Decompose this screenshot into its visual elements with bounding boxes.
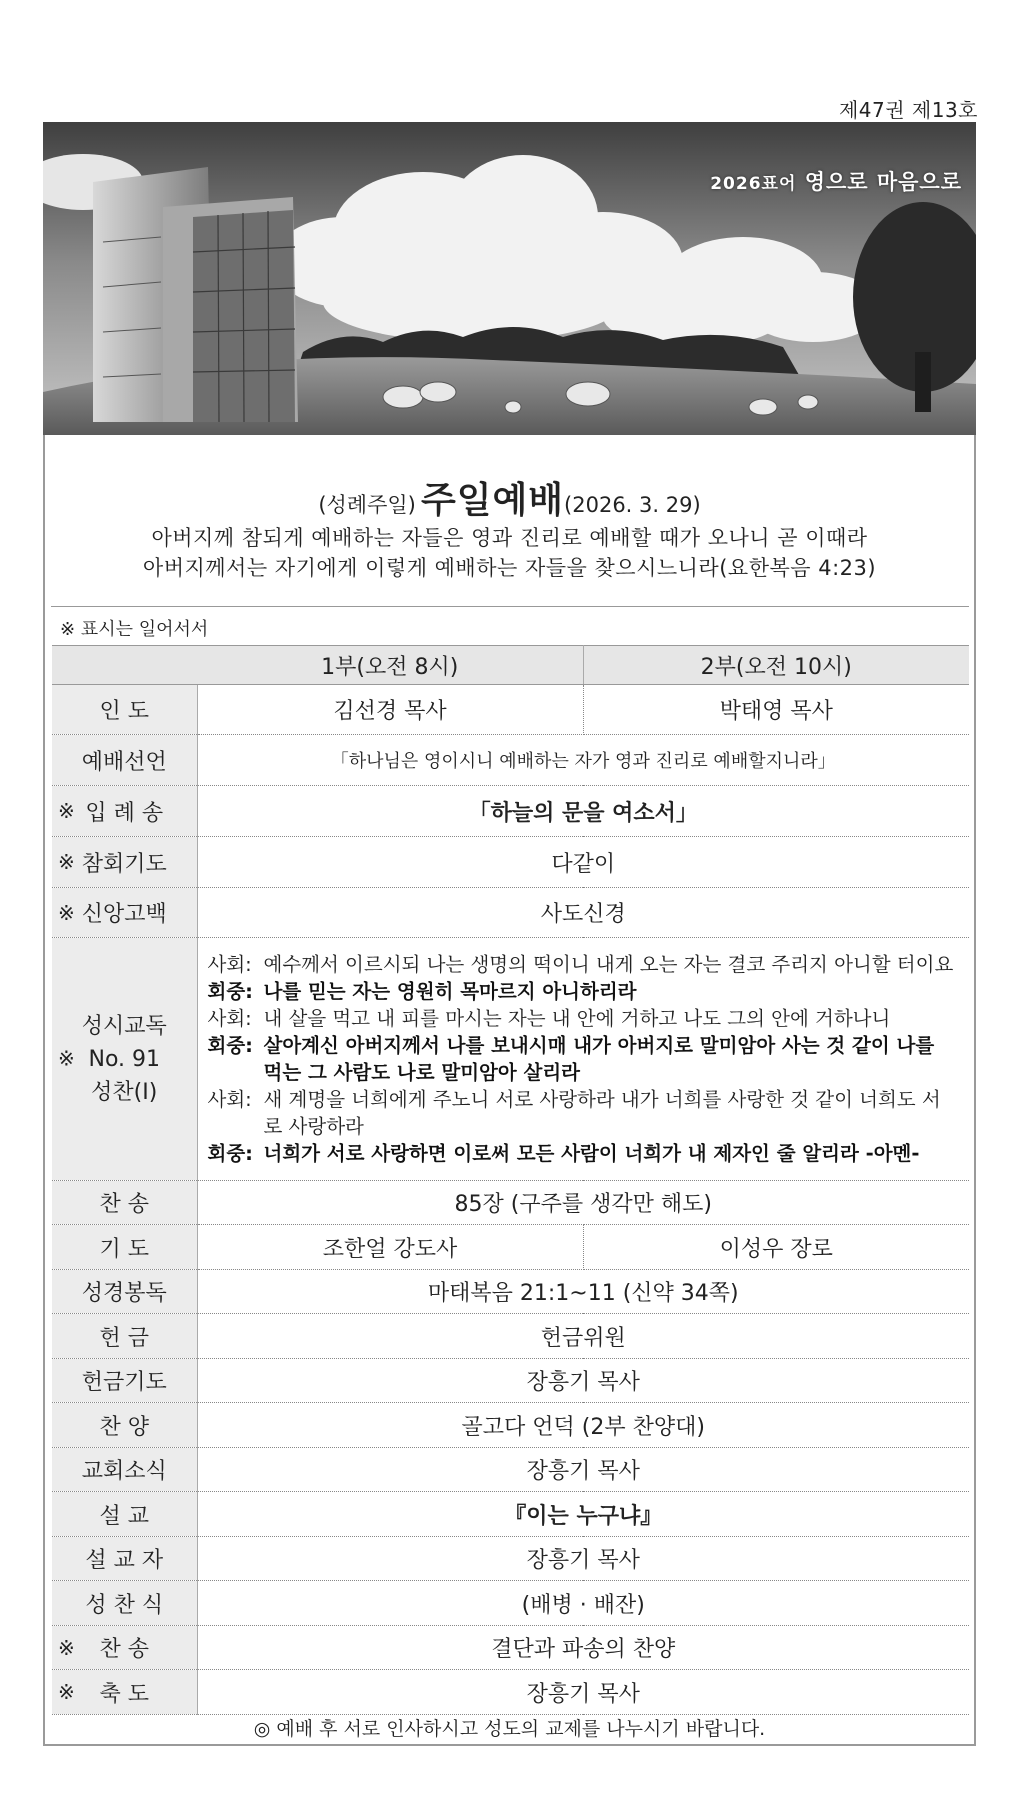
- speaker-leader: 사회:: [207, 953, 252, 976]
- banner-image: [43, 122, 976, 435]
- stand-mark: ※: [58, 1680, 75, 1704]
- responsive-line: [208, 1005, 960, 1032]
- service-2-header: 2부(오전 10시): [583, 646, 969, 685]
- issue-number: 제47권 제13호: [838, 98, 978, 122]
- label-offering: 헌 금: [99, 1325, 149, 1351]
- label-anthem: 찬 양: [99, 1414, 149, 1440]
- verse-line-2: 아버지께서는 자기에게 이렇게 예배하는 자들을 찾으시느니라(요한복음 4:23): [142, 556, 877, 580]
- responsive-line: [208, 1140, 960, 1167]
- row-sermon: [52, 1492, 969, 1537]
- invocation-service-2: 박태영 목사: [583, 685, 969, 735]
- label-confession: 참회기도: [81, 851, 167, 877]
- stand-mark: ※: [58, 1635, 75, 1660]
- title-main: 주일예배: [420, 480, 565, 521]
- row-anthem: [52, 1403, 969, 1448]
- preacher-value: 장흥기 목사: [197, 1537, 969, 1581]
- row-communion: [52, 1581, 969, 1626]
- worship-order-table: [52, 645, 969, 1715]
- label-creed: 신앙고백: [81, 902, 167, 927]
- prayer-service-2: 이성우 장로: [583, 1225, 969, 1270]
- speaker-leader: 사회:: [207, 1007, 252, 1030]
- responsive-line: [208, 1032, 960, 1086]
- service-1-header: 1부(오전 8시): [197, 646, 583, 685]
- anthem-value: 골고다 언덕 (2부 찬양대): [197, 1403, 969, 1448]
- line-text: 너희가 서로 사랑하면 이로써 모든 사람이 너희가 내 제자인 줄 알리라 -아멘-: [263, 1142, 920, 1165]
- label-prayer: 기 도: [99, 1236, 149, 1262]
- confession-value: 다같이: [197, 837, 969, 888]
- creed-value: 사도신경: [197, 888, 969, 938]
- verse-line-1: 아버지께 참되게 예배하는 자들은 영과 진리로 예배할 때가 오나니 곧 이때라: [151, 526, 868, 550]
- motto-text: 영으로 마음으로: [804, 170, 962, 194]
- row-catechism: [52, 938, 969, 1181]
- title-date: (2026. 3. 29): [564, 493, 701, 517]
- line-text: 내 살을 먹고 내 피를 마시는 자는 내 안에 거하고 나도 그의 안에 거하나니: [263, 1007, 891, 1030]
- scripture-value: 마태복음 21:1~11 (신약 34쪽): [197, 1270, 969, 1314]
- catechism-number: No. 91: [88, 1046, 160, 1072]
- row-prayer: [52, 1225, 969, 1270]
- row-entrance-hymn: [52, 786, 969, 837]
- service-title: [43, 472, 976, 523]
- service-header-row: [52, 646, 969, 685]
- label-communion: 성 찬 식: [85, 1592, 164, 1618]
- label-preacher: 설 교 자: [85, 1548, 164, 1573]
- stand-mark: ※: [58, 900, 75, 925]
- speaker-congregation: 회중:: [207, 980, 253, 1003]
- sermon-title: 『이는 누구냐』: [197, 1492, 969, 1537]
- speaker-leader: 사회:: [207, 1088, 252, 1111]
- communion-value: (배병 · 배잔): [197, 1581, 969, 1626]
- divider: [51, 606, 969, 607]
- label-entrance-hymn: 입 례 송: [85, 800, 164, 826]
- offering-prayer-value: 장흥기 목사: [197, 1359, 969, 1403]
- invocation-service-1: 김선경 목사: [197, 685, 583, 735]
- catechism-label-line: 성시교독: [81, 1013, 167, 1039]
- prayer-service-1: 조한얼 강도사: [197, 1225, 583, 1270]
- line-text: 새 계명을 너희에게 주노니 서로 사랑하라 내가 너희를 사랑한 것 같이 너희도 서로 사랑하라: [263, 1088, 941, 1138]
- row-creed: [52, 888, 969, 938]
- news-value: 장흥기 목사: [197, 1448, 969, 1492]
- row-offering-prayer: [52, 1359, 969, 1403]
- speaker-congregation: 회중:: [207, 1142, 253, 1165]
- title-prefix: (성례주일): [318, 493, 416, 517]
- hymn-value: 85장 (구주를 생각만 해도): [197, 1181, 969, 1225]
- line-text: 나를 믿는 자는 영원히 목마르지 아니하리라: [263, 980, 637, 1003]
- responsive-line: [208, 978, 960, 1005]
- responsive-line: [208, 1086, 960, 1140]
- responsive-line: [208, 951, 960, 978]
- speaker-congregation: 회중:: [207, 1034, 253, 1057]
- label-scripture: 성경봉독: [81, 1281, 167, 1306]
- annual-motto: [710, 166, 962, 196]
- row-confession: [52, 837, 969, 888]
- declaration-value: 「하나님은 영이시니 예배하는 자가 영과 진리로 예배할지니라」: [197, 735, 969, 786]
- row-hymn: [52, 1181, 969, 1225]
- stand-mark: ※: [58, 1046, 75, 1071]
- row-news: [52, 1448, 969, 1492]
- row-benediction: [52, 1670, 969, 1715]
- row-preacher: [52, 1537, 969, 1581]
- benediction-value: 장흥기 목사: [197, 1670, 969, 1715]
- row-declaration: [52, 735, 969, 786]
- row-invocation: [52, 685, 969, 735]
- label-hymn: 찬 송: [99, 1192, 149, 1217]
- label-closing-hymn: 찬 송: [99, 1637, 149, 1662]
- offering-value: 헌금위원: [197, 1314, 969, 1359]
- label-benediction: 축 도: [99, 1681, 149, 1707]
- row-closing-hymn: [52, 1626, 969, 1670]
- closing-hymn-value: 결단과 파송의 찬양: [197, 1626, 969, 1670]
- catechism-text: [197, 938, 969, 1181]
- label-sermon: 설 교: [99, 1503, 149, 1529]
- label-news: 교회소식: [81, 1459, 167, 1484]
- stand-mark: ※: [58, 799, 75, 823]
- motto-year: 2026표어: [710, 174, 797, 194]
- label-invocation: 인 도: [99, 699, 149, 724]
- line-text: 살아계신 아버지께서 나를 보내시매 내가 아버지로 말미암아 사는 것 같이 나를 먹는 그 사람도 나로 말미암아 살리라: [263, 1034, 935, 1084]
- stand-mark: ※: [58, 850, 75, 874]
- standing-note: ※ 표시는 일어서서: [60, 619, 209, 640]
- entrance-hymn-value: 「하늘의 문을 여소서」: [197, 786, 969, 837]
- closing-note: ◎ 예배 후 서로 인사하시고 성도의 교제를 나누시기 바랍니다.: [253, 1718, 766, 1740]
- church-building: [93, 167, 298, 422]
- row-scripture: [52, 1270, 969, 1314]
- line-text: 예수께서 이르시되 나는 생명의 떡이니 내게 오는 자는 결코 주리지 아니할 터이요: [263, 953, 954, 976]
- label-offering-prayer: 헌금기도: [81, 1370, 167, 1395]
- row-offering: [52, 1314, 969, 1359]
- label-declaration: 예배선언: [81, 749, 167, 775]
- catechism-title: 성찬(I): [91, 1079, 158, 1105]
